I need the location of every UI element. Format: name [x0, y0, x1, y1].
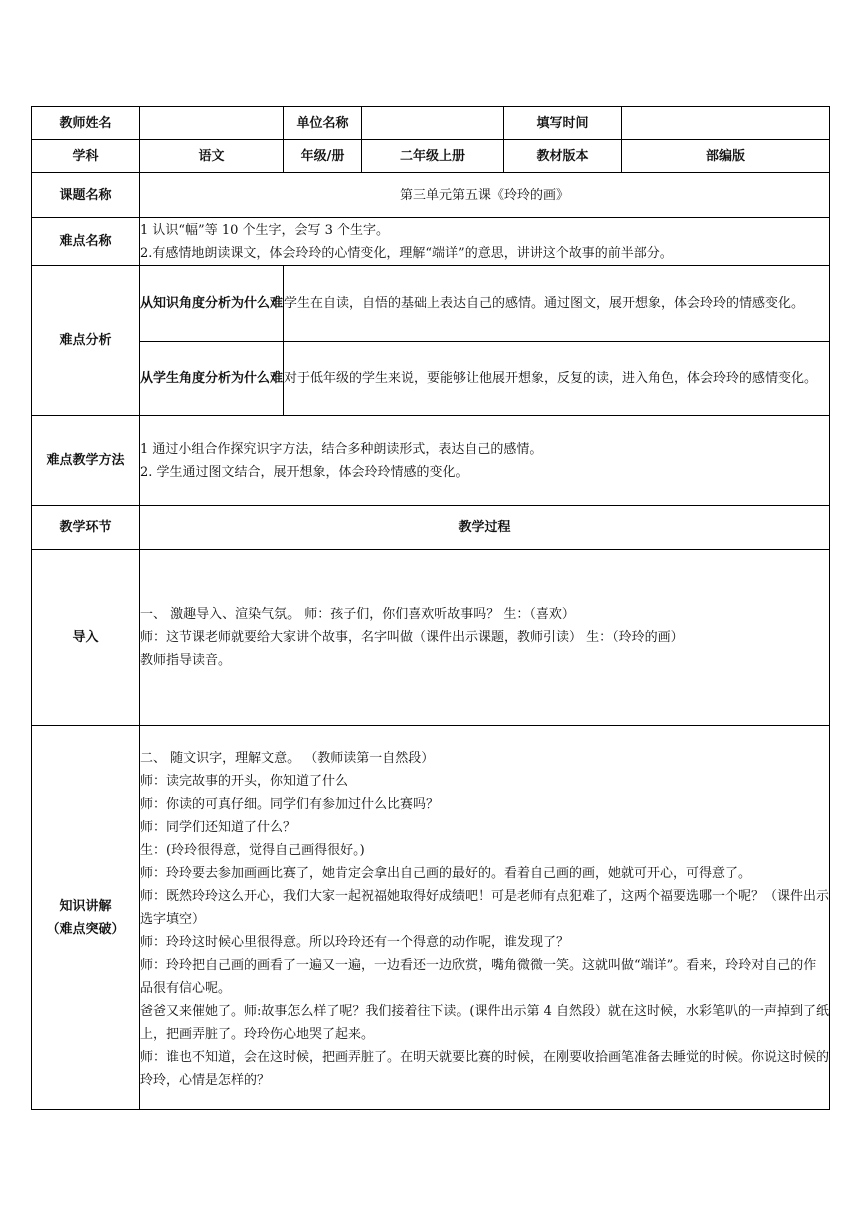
stage-header: 教学环节 — [32, 506, 140, 550]
difficulty-row — [32, 218, 830, 266]
knowledge-line: 师：玲玲要去参加画画比赛了，她肯定会拿出自己画的最好的。看着自己画的画，她就可开心，可得意了。 — [140, 866, 752, 881]
topic-label: 课题名称 — [32, 173, 140, 218]
knowledge-label-line-2: （难点突破） — [46, 921, 125, 937]
difficulty-label: 难点名称 — [32, 218, 140, 266]
student-angle-paragraph: 对于低年级的学生来说，要能够让他展开想象，反复的读，进入角色，体会玲玲的感情变化。 — [284, 371, 818, 386]
grade-label: 年级/册 — [284, 140, 362, 173]
analysis-row-student — [32, 342, 830, 416]
knowledge-line: 师：玲玲这时候心里很得意。所以玲玲还有一个得意的动作呢，谁发现了？ — [140, 935, 570, 950]
difficulty-line-2: 2.有感情地朗读课文，体会玲玲的心情变化，理解“端详”的意思，讲讲这个故事的前半部分。 — [140, 245, 673, 261]
intro-line-3: 教师指导读音。 — [140, 653, 232, 668]
intro-line-2: 师：这节课老师就要给大家讲个故事，名字叫做（课件出示课题，教师引读） 生：（玲玲的画） — [140, 630, 684, 645]
intro-row — [32, 550, 830, 726]
analysis-row-knowledge — [32, 266, 830, 342]
analysis-label: 难点分析 — [32, 266, 140, 416]
process-header-row — [32, 506, 830, 550]
unit-name-value — [362, 107, 504, 140]
knowledge-label — [32, 726, 140, 1110]
knowledge-line: 二、 随文识字，理解文意。 （教师读第一自然段） — [140, 751, 435, 766]
difficulty-line-1: 1 认识“幅”等 10 个生字，会写 3 个生字。 — [140, 222, 390, 238]
edition-label: 教材版本 — [504, 140, 622, 173]
topic-value: 第三单元第五课《玲玲的画》 — [140, 173, 830, 218]
teacher-name-value — [140, 107, 284, 140]
method-label: 难点教学方法 — [32, 416, 140, 506]
method-row — [32, 416, 830, 506]
knowledge-angle-text — [284, 266, 830, 342]
teacher-name-label: 教师姓名 — [32, 107, 140, 140]
grade-value: 二年级上册 — [362, 140, 504, 173]
lesson-plan-table — [31, 106, 830, 1110]
intro-label: 导入 — [32, 550, 140, 726]
topic-row — [32, 173, 830, 218]
knowledge-line: 师：同学们还知道了什么？ — [140, 820, 297, 835]
knowledge-line: 师：既然玲玲这么开心，我们大家一起祝福她取得好成绩吧！可是老师有点犯难了，这两个福要选哪一个呢？（课件出示选字填空） — [140, 889, 830, 927]
student-angle-text — [284, 342, 830, 416]
method-content — [140, 416, 830, 506]
knowledge-line: 师：读完故事的开头，你知道了什么 — [140, 774, 349, 789]
process-header: 教学过程 — [140, 506, 830, 550]
edition-value: 部编版 — [622, 140, 830, 173]
subject-value: 语文 — [140, 140, 284, 173]
knowledge-row — [32, 726, 830, 1110]
method-line-1: 1 通过小组合作探究识字方法，结合多种朗读形式，表达自己的感情。 — [140, 441, 543, 457]
knowledge-line: 爸爸又来催她了。师:故事怎么样了呢？我们接着往下读。(课件出示第 4 自然段）就在这时候，水彩笔叭的一声掉到了纸上，把画弄脏了。玲玲伤心地哭了起来。 — [140, 1004, 829, 1042]
fill-time-value — [622, 107, 830, 140]
knowledge-line: 师：谁也不知道，会在这时候，把画弄脏了。在明天就要比赛的时候，在刚要收拾画笔准备去睡觉的时候。你说这时候的玲玲，心情是怎样的？ — [140, 1050, 830, 1088]
student-angle-label: 从学生角度分析为什么难 — [140, 342, 284, 416]
subject-label: 学科 — [32, 140, 140, 173]
difficulty-content — [140, 218, 830, 266]
knowledge-line: 师：你读的可真仔细。同学们有参加过什么比赛吗？ — [140, 797, 440, 812]
unit-name-label: 单位名称 — [284, 107, 362, 140]
intro-content — [140, 550, 830, 726]
knowledge-label-line-1: 知识讲解 — [59, 898, 112, 914]
fill-time-label: 填写时间 — [504, 107, 622, 140]
knowledge-line: 师：玲玲把自己画的画看了一遍又一遍，一边看还一边欣赏，嘴角微微一笑。这就叫做“端详”。看来，玲玲对自己的作品很有信心呢。 — [140, 958, 817, 996]
intro-line-1: 一、 激趣导入、渲染气氛。 师：孩子们，你们喜欢听故事吗？ 生：（喜欢） — [140, 607, 575, 622]
knowledge-line: 生：(玲玲很得意，觉得自己画得很好。) — [140, 843, 365, 858]
method-line-2: 2. 学生通过图文结合，展开想象，体会玲玲情感的变化。 — [140, 464, 469, 480]
knowledge-content — [140, 726, 830, 1110]
knowledge-angle-label: 从知识角度分析为什么难 — [140, 266, 284, 342]
knowledge-angle-paragraph: 学生在自读，自悟的基础上表达自己的感情。通过图文，展开想象，体会玲玲的情感变化。 — [284, 296, 805, 311]
info-row-2 — [32, 140, 830, 173]
info-row-1 — [32, 107, 830, 140]
